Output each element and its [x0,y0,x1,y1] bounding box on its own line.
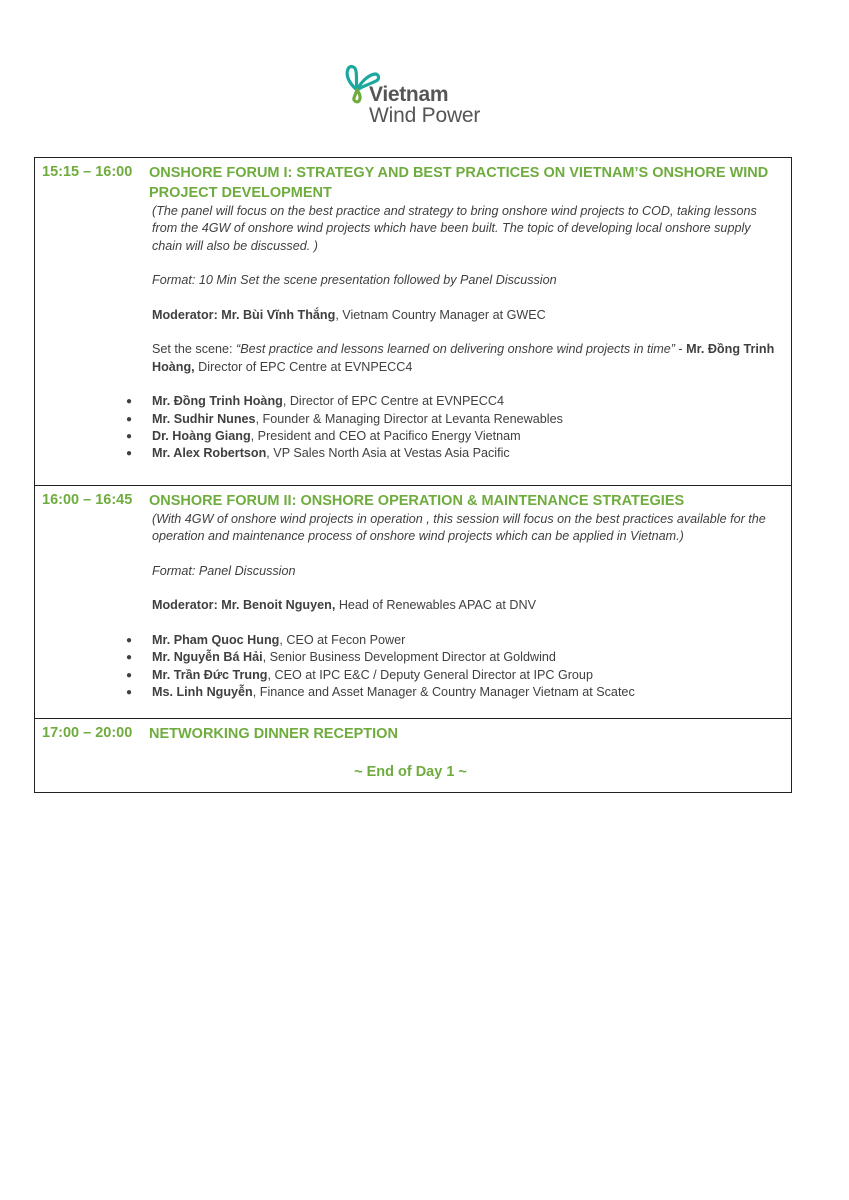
scene-dash: - [674,342,687,357]
speaker-name: Ms. Linh Nguyễn [152,684,253,699]
speaker-name: Mr. Pham Quoc Hung [152,633,280,648]
scene-quote: “Best practice and lessons learned on delivering onshore wind projects in time” [236,342,675,357]
session-time: 15:15 – 16:00 [42,164,133,180]
bullet-icon: ● [126,669,133,681]
session-body [126,203,780,462]
scene-role: Director of EPC Centre at EVNPECC4 [194,359,413,374]
speaker-item [126,393,780,410]
moderator-role: Head of Renewables APAC at DNV [335,598,536,613]
speaker-item [126,445,780,462]
speaker-item [126,684,780,701]
moderator-name: Moderator: Mr. Benoit Nguyen, [152,598,336,613]
speaker-list [126,632,780,701]
scene-prefix: Set the scene: [152,342,237,357]
bullet-icon: ● [126,448,133,460]
speaker-name: Mr. Trần Đức Trung [152,667,268,682]
speaker-role: , VP Sales North Asia at Vestas Asia Pacific [266,446,510,461]
speaker-name: Dr. Hoàng Giang [152,428,251,443]
vietnam-wind-power-logo [342,60,512,130]
speaker-name: Mr. Sudhir Nunes [152,411,256,426]
session-time: 17:00 – 20:00 [42,725,133,741]
bullet-icon: ● [126,430,133,442]
agenda-table [34,157,792,793]
session-format: Format: Panel Discussion [152,563,296,578]
speaker-item [126,649,780,666]
set-the-scene [152,341,780,376]
speaker-list [126,393,780,462]
session-title: ONSHORE FORUM I: STRATEGY AND BEST PRACTICES ON VIETNAM’S ONSHORE WIND PROJECT DEVELOPMENT [149,165,769,201]
speaker-item [126,667,780,684]
session-body [126,511,780,701]
session-time: 16:00 – 16:45 [42,492,133,508]
session-title: NETWORKING DINNER RECEPTION [149,726,398,742]
agenda-session [35,719,791,793]
scene-speaker: Mr. Đồng Trinh Hoàng, [152,342,775,374]
logo-text-wind-power: Wind Power [369,104,481,127]
bullet-icon: ● [126,413,133,425]
moderator-name: Moderator: Mr. Bùi Vĩnh Thắng [152,307,336,322]
moderator-role: , Vietnam Country Manager at GWEC [335,307,546,322]
speaker-item [126,411,780,428]
bullet-icon: ● [126,396,133,408]
agenda-session [35,486,791,719]
session-format: Format: 10 Min Set the scene presentation followed by Panel Discussion [152,273,557,288]
speaker-name: Mr. Nguyễn Bá Hải [152,650,263,665]
speaker-name: Mr. Alex Robertson [152,446,267,461]
session-moderator [152,307,780,324]
session-description: (The panel will focus on the best practice and strategy to bring onshore wind projects to COD, taking lessons from the 4GW of onshore wind projects which have been built. The topic of developing local onshore supply chain will also be discussed. ) [152,204,757,253]
speaker-role: , CEO at Fecon Power [279,633,406,648]
agenda-session [35,158,791,486]
logo-text-vietnam: Vietnam [369,83,449,106]
speaker-role: , Founder & Managing Director at Levanta Renewables [255,411,563,426]
session-description: (With 4GW of onshore wind projects in operation , this session will focus on the best practices available for the operation and maintenance process of onshore wind projects which can be applied in Vietnam.) [152,512,766,544]
speaker-item [126,428,780,445]
bullet-icon: ● [126,686,133,698]
bullet-icon: ● [126,635,133,647]
session-title: ONSHORE FORUM II: ONSHORE OPERATION & MAINTENANCE STRATEGIES [149,493,685,509]
speaker-role: , Finance and Asset Manager & Country Manager Vietnam at Scatec [252,684,635,699]
bullet-icon: ● [126,652,133,664]
speaker-role: , CEO at IPC E&C / Deputy General Director at IPC Group [267,667,593,682]
speaker-role: , President and CEO at Pacifico Energy Vietnam [250,428,521,443]
speaker-name: Mr. Đồng Trinh Hoàng [152,394,283,409]
speaker-item [126,632,780,649]
end-of-day-note: ~ End of Day 1 ~ [354,764,467,780]
speaker-role: , Senior Business Development Director at Goldwind [262,650,556,665]
speaker-role: , Director of EPC Centre at EVNPECC4 [282,394,504,409]
session-moderator [152,597,780,614]
